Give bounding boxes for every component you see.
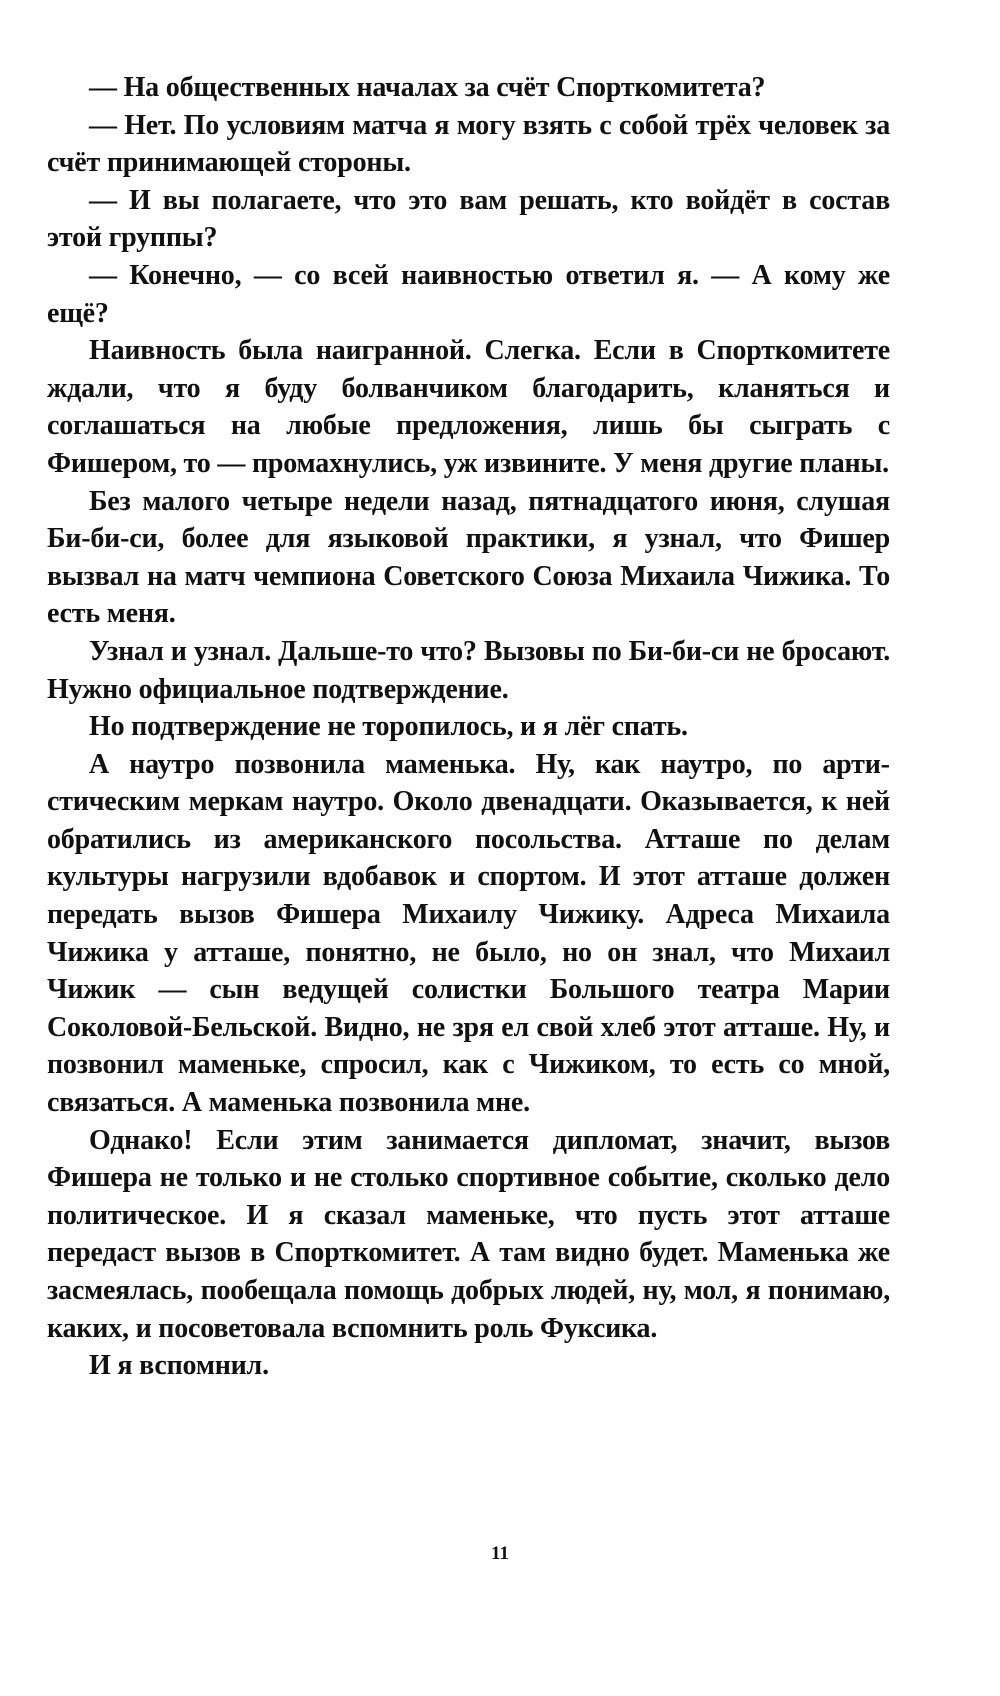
paragraph: — И вы полагаете, что это вам решать, кто войдёт в состав этой группы? bbox=[47, 184, 890, 254]
paragraph: — Нет. По условиям матча я могу взять с собой трёх человек за счёт принимающей стороны. bbox=[47, 109, 890, 179]
paragraph: Наивность была наигранной. Слегка. Если в Спорткомитете ждали, что я буду болванчиком благодарить, кланяться и соглашаться на любые предложения, лишь бы сыграть с Фишером, то — промахнулись, уж извините. У меня другие планы. bbox=[47, 335, 890, 479]
paragraph: Однако! Если этим занимается дипломат, значит, вызов Фишера не только и не столько спортивное событие, сколько дело политическое. И я сказал маменьке, что пусть этот атташе передаст вызов в Спорткомитет. А там видно будет. Маменька же засмеялась, пообещала помощь добрых людей, ну, мол, я понимаю, каких, и посоветовала вспомнить роль Фуксика. bbox=[47, 1124, 890, 1344]
paragraph: И я вспомнил. bbox=[89, 1350, 269, 1382]
paragraph: — Конечно, — со всей наивностью ответил я. — А кому же ещё? bbox=[47, 259, 890, 329]
paragraph: Без малого четыре недели назад, пятнадцатого июня, слушая Би-би-си, более для языковой практики, я узнал, что Фишер вызвал на матч чемпиона Советского Союза Михаила Чижика. То есть меня. bbox=[47, 485, 890, 630]
paragraph: Узнал и узнал. Дальше-то что? Вызовы по Би-би-си не бросают. Нужно официальное подтверждение. bbox=[47, 635, 890, 705]
paragraph: А наутро позвонила маменька. Ну, как наутро, по артистическим меркам наутро. Около двенадцати. Оказывается, к ней обратились из американского посольства. Атташе по делам культуры нагрузили вдобавок и спортом. И этот атташе должен передать вызов Фишера Михаилу Чижику. Адреса Михаила Чижика у атташе, понятно, не было, но он знал, что Михаил Чижик — сын ведущей солистки Большого театра Марии Соколовой-Бельской. Видно, не зря ел свой хлеб этот атташе. Ну, и позвонил маменьке, спросил, как с Чижиком, то есть со мной, связаться. А маменька позвонила мне. bbox=[47, 748, 890, 1119]
paragraph: — На общественных началах за счёт Спорткомитета? bbox=[89, 72, 766, 103]
paragraph: Но подтверждение не торопилось, и я лёг спать. bbox=[89, 711, 688, 743]
body-text bbox=[47, 69, 890, 1385]
page-number: 11 bbox=[491, 1543, 509, 1564]
